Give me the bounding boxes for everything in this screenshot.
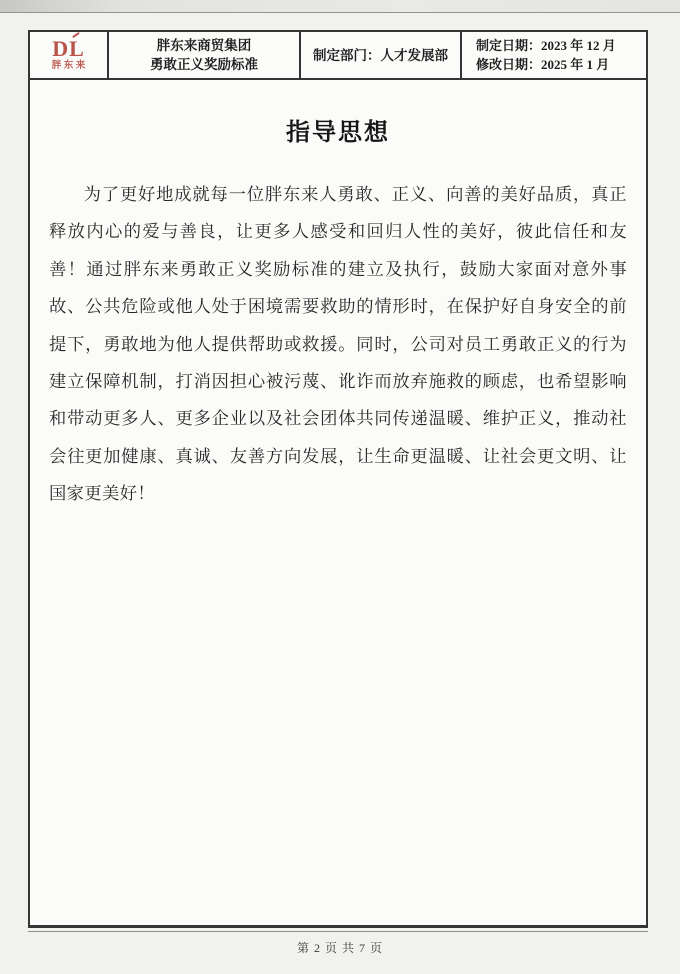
pangdonglai-logo	[49, 35, 88, 72]
document-body	[30, 116, 646, 513]
section-title: 指导思想	[286, 120, 390, 146]
dates-cell	[460, 32, 646, 78]
modified-date: 修改日期：2025 年 1 月	[476, 57, 610, 72]
logo-brand-name: 胖东来	[51, 60, 88, 71]
document-frame	[28, 30, 648, 928]
page-number: 第 2 页 共 7 页	[296, 941, 383, 955]
issuing-department: 制定部门：人才发展部	[313, 47, 448, 63]
department-cell	[299, 32, 460, 78]
logo-letters: DL	[52, 35, 85, 61]
created-date: 制定日期：2023 年 12 月	[476, 38, 616, 53]
scan-edge-band	[0, 0, 680, 13]
company-title-cell	[107, 32, 299, 78]
company-name: 胖东来商贸集团	[156, 38, 252, 53]
logo-cell	[30, 32, 107, 78]
document-header-table	[30, 32, 646, 80]
guiding-principles-paragraph: 为了更好地成就每一位胖东来人勇敢、正义、向善的美好品质，真正释放内心的爱与善良，让更多人感受和回归人性的美好，彼此信任和友善！通过胖东来勇敢正义奖励标准的建立及执行，鼓励大家面对意外事故、公共危险或他人处于困境需要救助的情形时，在保护好自身安全的前提下，勇敢地为他人提供帮助或救援。同时，公司对员工勇敢正义的行为建立保障机制，打消因担心被污蔑、讹诈而放弃施救的顾虑，也希望影响和带动更多人、更多企业以及社会团体共同传递温暖、维护正义，推动社会往更加健康、真诚、友善方向发展，让生命更温暖、让社会更文明、让国家更美好！	[49, 185, 627, 504]
document-standard-name: 勇敢正义奖励标准	[150, 57, 258, 72]
